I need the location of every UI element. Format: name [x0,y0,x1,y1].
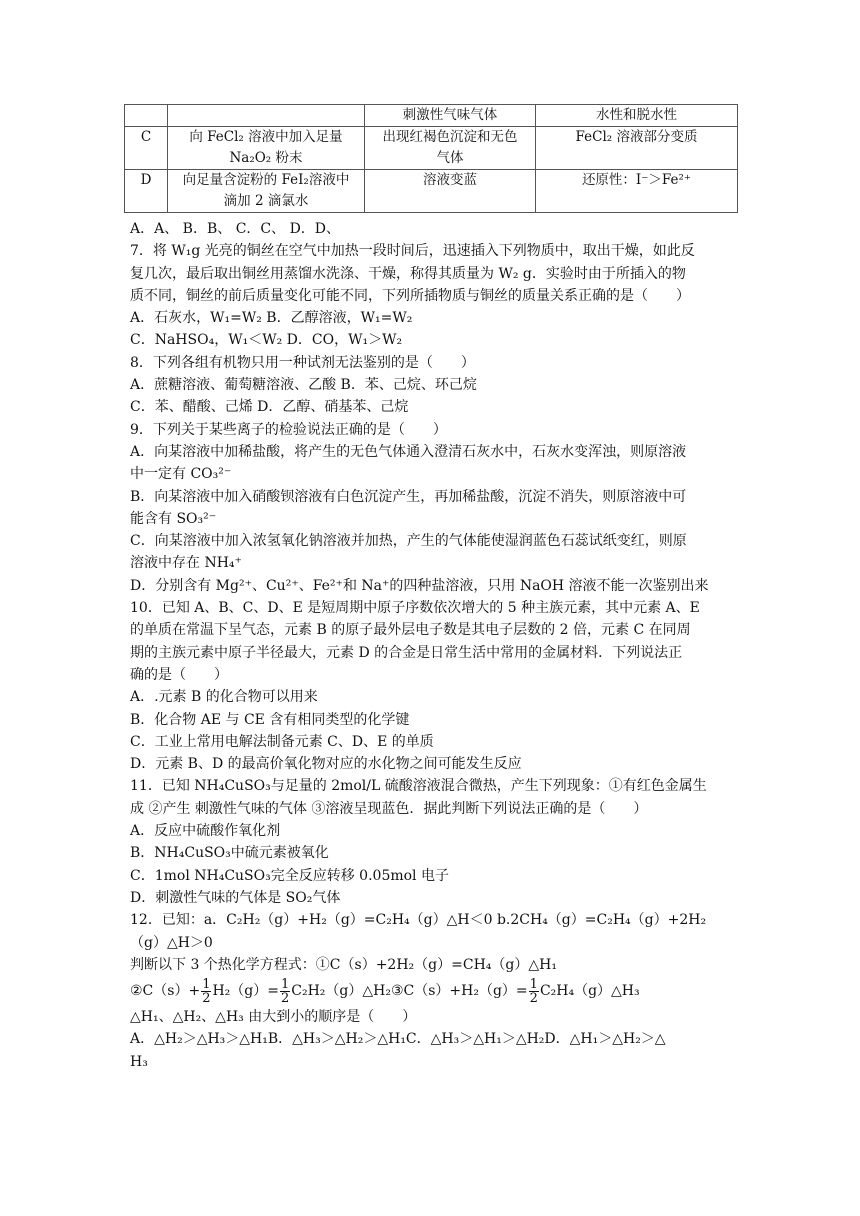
table-cell [168,170,365,213]
cell-line: 滴加 2 滴氯水 [223,193,309,209]
text-line: B．向某溶液中加入硝酸钡溶液有白色沉淀产生，再加稀盐酸，沉淀不消失，则原溶液中可 [130,488,687,505]
option-letter: C [125,127,168,170]
equation-text: H₂（g）= [212,983,279,1000]
cell-line: 向 FeCl₂ 溶液中加入足量 [189,129,343,145]
text-line: 确的是（ ） [130,666,228,683]
table-row [125,170,738,213]
text-line: 11．已知 NH₄CuSO₃与足量的 2mol/L 硫酸溶液混合微热，产生下列现象：①有红色金属生 [130,778,707,795]
text-line: A．反应中硫酸作氧化剂 [130,823,281,840]
text-line: C．工业上常用电解法制备元素 C、D、E 的单质 [130,733,434,750]
table-cell [168,127,365,170]
text-line: 质不同，铜丝的前后质量变化可能不同，下列所插物质与铜丝的质量关系正确的是（ ） [130,287,690,304]
equation-line [130,976,742,1006]
text-line: 的单质在常温下呈气态，元素 B 的原子最外层电子数是其电子层数的 2 倍，元素 C 在同周 [130,622,691,639]
fraction-numerator: 1 [280,976,290,992]
text-line: 能含有 SO₃²⁻ [130,510,217,527]
table-cell: 还原性：I⁻＞Fe²⁺ [536,170,738,213]
fraction [529,978,539,1005]
fraction [201,978,211,1005]
text-line: D．刺激性气味的气体是 SO₂气体 [130,889,341,906]
text-line: B．NH₄CuSO₃中硫元素被氧化 [130,845,329,862]
cell-line: 向足量含淀粉的 FeI₂溶液中 [182,172,350,188]
fraction-numerator: 1 [202,976,211,992]
text-line: 10．已知 A、B、C、D、E 是短周期中原子序数依次增大的 5 种主族元素，其中元素 A、E [130,600,700,617]
equation-text: C₂H₂（g）△H₂③C（s）+H₂（g）= [291,983,528,1000]
text-line: C．NaHSO₄，W₁＜W₂ D．CO，W₁＞W₂ [130,332,403,349]
text-line: A．向某溶液中加稀盐酸，将产生的无色气体通入澄清石灰水中，石灰水变浑浊，则原溶液 [130,443,687,460]
text-line: D．元素 B、D 的最高价氧化物对应的水化物之间可能发生反应 [130,756,522,773]
table-row [125,105,738,127]
text-line: A．A、 B．B、 C．C、 D．D、 [130,221,341,237]
text-line: 8．下列各组有机物只用一种试剂无法鉴别的是（ ） [130,354,475,371]
options-table [124,104,738,213]
fraction-numerator: 1 [529,976,538,992]
text-line: 9．下列关于某些离子的检验说法正确的是（ ） [130,421,447,438]
table-cell: 溶液变蓝 [365,170,536,213]
text-line: 溶液中存在 NH₄⁺ [130,555,242,572]
text-line: A．△H₂＞△H₃＞△H₁B．△H₃＞△H₂＞△H₁C．△H₃＞△H₁＞△H₂D．△H₁＞△H₂＞△ [130,1031,666,1048]
fraction-denominator: 2 [280,990,290,1006]
equation-text: C₂H₄（g）△H₃ [539,983,640,1000]
option-letter: D [125,170,168,213]
text-line: 12．已知：a．C₂H₂（g）+H₂（g）=C₂H₄（g）△H＜0 b.2CH₄（g）=C₂H₄（g）+2H₂ [130,912,707,929]
table-cell: FeCl₂ 溶液部分变质 [536,127,738,170]
table-cell: 水性和脱水性 [536,105,738,127]
fraction [280,978,290,1005]
text-line: B．化合物 AE 与 CE 含有相同类型的化学键 [130,711,410,728]
table-cell: 刺激性气味气体 [365,105,536,127]
text-line: 7．将 W₁g 光亮的铜丝在空气中加热一段时间后，迅速插入下列物质中，取出干燥，如此反 [130,243,695,260]
text-line: A．蔗糖溶液、葡萄糖溶液、乙酸 B．苯、己烷、环己烷 [130,377,477,394]
text-line: C．1mol NH₄CuSO₃完全反应转移 0.05mol 电子 [130,867,449,884]
text-line: A．.元素 B 的化合物可以用来 [130,689,318,706]
question-text [130,218,742,1073]
text-line: C．向某溶液中加入浓氢氧化钠溶液并加热，产生的气体能使湿润蓝色石蕊试纸变红，则原 [130,533,687,550]
fraction-denominator: 2 [529,990,538,1006]
equation-text: ②C（s）+ [130,983,201,1000]
table-row [125,127,738,170]
text-line: D．分别含有 Mg²⁺、Cu²⁺、Fe²⁺和 Na⁺的四种盐溶液，只用 NaOH 溶液不能一次鉴别出来 [130,577,709,594]
text-line: 期的主族元素中原子半径最大，元素 D 的合金是日常生活中常用的金属材料．下列说法正 [130,644,683,661]
text-line: 判断以下 3 个热化学方程式：①C（s）+2H₂（g）=CH₄（g）△H₁ [130,956,557,973]
cell-line: 出现红褐色沉淀和无色 [382,129,518,145]
table-cell [168,105,365,127]
table-cell [365,127,536,170]
table-cell [125,105,168,127]
cell-line: Na₂O₂ 粉末 [229,150,303,166]
text-line: 复几次，最后取出铜丝用蒸馏水洗涤、干燥，称得其质量为 W₂ g．实验时由于所插入的物 [130,265,686,282]
text-line: A．石灰水，W₁=W₂ B．乙醇溶液，W₁=W₂ [130,310,413,327]
fraction-denominator: 2 [202,990,211,1006]
text-line: 中一定有 CO₃²⁻ [130,466,232,483]
text-line: H₃ [130,1053,148,1070]
text-line: 成 ②产生 刺激性气味的气体 ③溶液呈现蓝色．据此判断下列说法正确的是（ ） [130,800,648,817]
text-line: △H₁、△H₂、△H₃ 由大到小的顺序是（ ） [130,1009,417,1026]
text-line: C．苯、醋酸、己烯 D．乙醇、硝基苯、己烷 [130,399,409,416]
cell-line: 气体 [436,150,464,166]
text-line: （g）△H＞0 [130,934,213,951]
